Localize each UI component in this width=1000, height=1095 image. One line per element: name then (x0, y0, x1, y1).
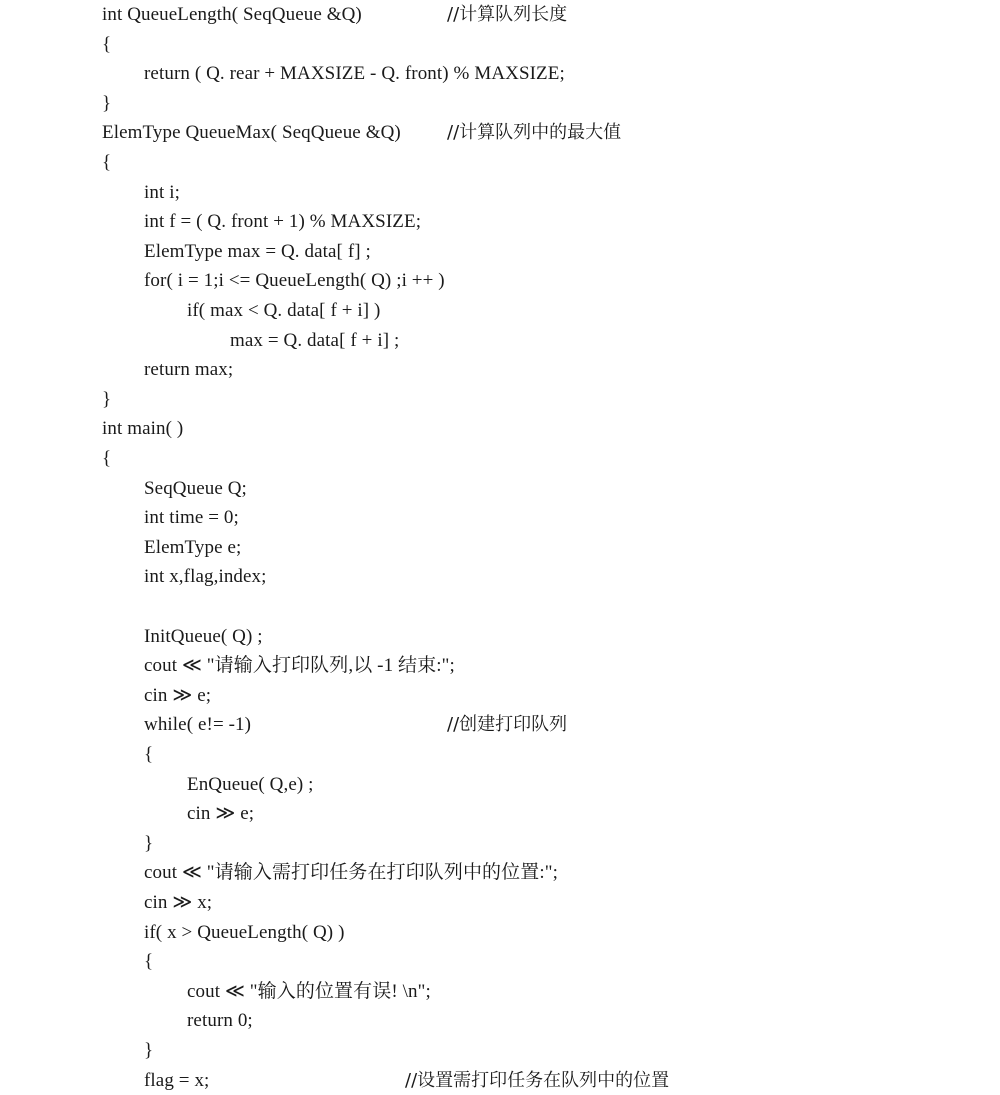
code-line (102, 89, 111, 119)
code-line (102, 30, 111, 60)
code-line (102, 770, 314, 800)
code-line (102, 474, 247, 504)
code-text: ElemType e; (144, 536, 242, 558)
code-comment: //创建打印队列 (447, 714, 568, 736)
code-line (102, 444, 111, 474)
code-line (102, 266, 445, 296)
code-line (102, 414, 183, 444)
code-text: int i; (144, 181, 180, 203)
code-line (102, 740, 153, 770)
code-text: cin ≫ e; (144, 684, 212, 706)
code-line (102, 947, 153, 977)
code-text: { (102, 33, 112, 55)
code-text: ElemType max = Q. data[ f] ; (144, 240, 371, 262)
code-line (102, 326, 399, 356)
code-line (102, 178, 180, 208)
code-line (102, 888, 212, 918)
code-line (102, 296, 380, 326)
code-text: int QueueLength( SeqQueue &Q) (102, 4, 362, 25)
code-text: SeqQueue Q; (144, 477, 247, 499)
code-line (102, 651, 455, 681)
code-text: cout ≪ "请输入需打印任务在打印队列中的位置:"; (144, 862, 558, 884)
code-text: int f = ( Q. front + 1) % MAXSIZE; (144, 211, 422, 233)
code-text: cout ≪ "请输入打印队列,以 -1 结束:"; (144, 655, 455, 677)
code-line (102, 829, 153, 859)
code-line (102, 503, 239, 533)
code-text: { (144, 744, 154, 765)
code-line (102, 710, 568, 740)
code-comment: //计算队列中的最大值 (447, 122, 622, 144)
code-text: } (102, 92, 112, 114)
code-line (102, 977, 431, 1007)
code-text: return ( Q. rear + MAXSIZE - Q. front) % MAXSIZE; (144, 63, 565, 85)
code-text: } (144, 1040, 154, 1061)
code-text: int main( ) (102, 418, 184, 440)
code-text: if( max < Q. data[ f + i] ) (187, 300, 381, 321)
code-line (102, 858, 558, 888)
code-line (102, 1066, 670, 1095)
code-text: int x,flag,index; (144, 566, 267, 588)
code-comment: //计算队列长度 (447, 4, 568, 25)
code-line (102, 355, 233, 385)
code-text: InitQueue( Q) ; (144, 625, 263, 647)
code-text: int time = 0; (144, 507, 239, 529)
code-text: } (102, 388, 112, 410)
code-line (102, 562, 267, 592)
code-line (102, 918, 345, 948)
code-line (102, 1036, 153, 1066)
code-text: cin ≫ e; (187, 803, 255, 825)
code-text: return max; (144, 359, 234, 381)
code-line (102, 799, 254, 829)
code-text: cout ≪ "输入的位置有误! \n"; (187, 980, 431, 1002)
code-line (102, 237, 371, 267)
code-line (102, 533, 241, 563)
code-text: { (102, 448, 112, 469)
code-line (102, 118, 622, 148)
code-line (102, 148, 111, 178)
code-text: { (144, 951, 154, 973)
code-line (102, 207, 421, 237)
code-text: EnQueue( Q,e) ; (187, 773, 314, 795)
code-comment: //设置需打印任务在队列中的位置 (405, 1069, 670, 1091)
code-line (102, 681, 211, 711)
code-text: } (144, 832, 154, 854)
code-text: max = Q. data[ f + i] ; (230, 329, 400, 351)
code-line (102, 385, 111, 415)
code-line (102, 59, 565, 89)
code-text: return 0; (187, 1010, 253, 1032)
code-line (102, 0, 568, 30)
code-text: ElemType QueueMax( SeqQueue &Q) (102, 122, 401, 144)
code-text: while( e!= -1) (144, 714, 252, 736)
code-text: if( x > QueueLength( Q) ) (144, 921, 345, 943)
code-line (102, 1006, 253, 1036)
code-line (102, 622, 263, 652)
code-text: for( i = 1;i <= QueueLength( Q) ;i ++ ) (144, 270, 445, 292)
code-text: cin ≫ x; (144, 892, 213, 913)
code-text: flag = x; (144, 1069, 210, 1091)
code-text: { (102, 152, 112, 173)
